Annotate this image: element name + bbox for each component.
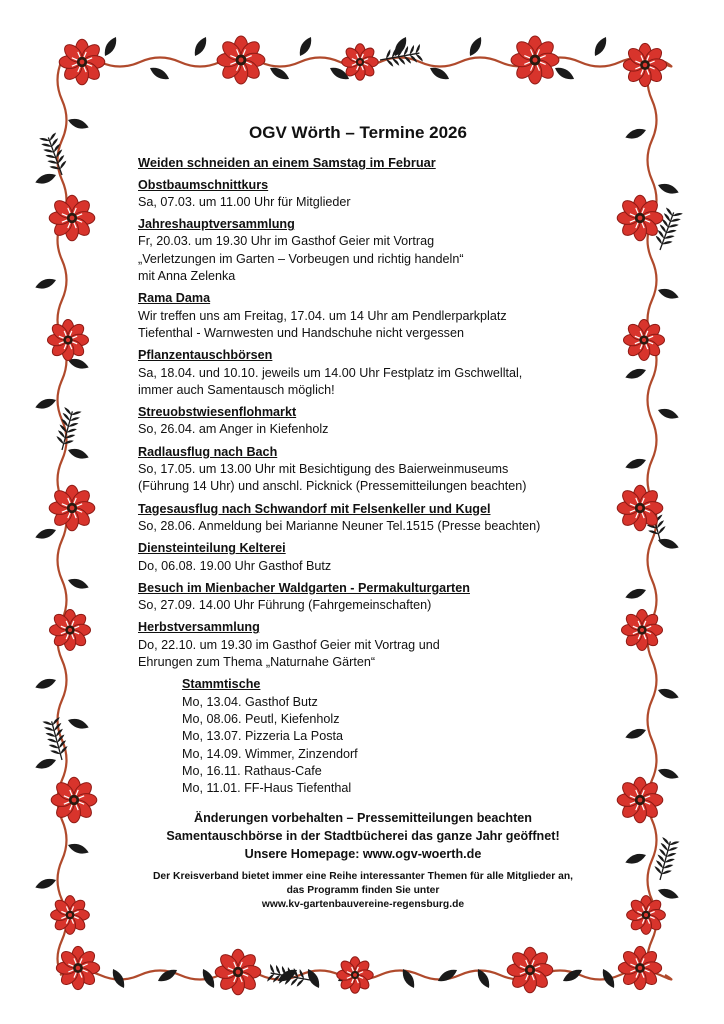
flower-icon [627, 896, 666, 935]
event-detail: Sa, 07.03. um 11.00 Uhr für Mitglieder [138, 194, 351, 209]
event-item [138, 501, 588, 536]
leaf-icon [67, 576, 91, 591]
leaf-icon [67, 116, 91, 131]
leaf-icon [296, 35, 314, 58]
notice-block [138, 809, 588, 863]
flower-icon [511, 36, 559, 84]
event-title: Jahreshauptversammlung [138, 217, 295, 232]
event-item [138, 216, 588, 285]
event-detail: So, 27.09. 14.00 Uhr Führung (Fahrgemeinschaften) [138, 598, 432, 613]
stammtische-section [182, 676, 588, 797]
leaf-icon [34, 876, 58, 891]
flower-icon [617, 195, 663, 241]
leaf-icon [657, 406, 681, 421]
leaf-icon [553, 64, 576, 82]
footer-block [138, 870, 588, 912]
stammtisch-item: Mo, 16.11. Rathaus-Cafe [182, 763, 322, 778]
fern-icon [267, 964, 311, 989]
flower-icon [59, 39, 105, 85]
stammtisch-item: Mo, 13.07. Pizzeria La Posta [182, 729, 344, 744]
flower-icon [49, 195, 95, 241]
leaf-icon [591, 35, 609, 58]
event-detail: immer auch Samentausch möglich! [138, 382, 335, 397]
event-detail: Do, 06.08. 19.00 Uhr Gasthof Butz [138, 558, 332, 573]
event-title: Besuch im Mienbacher Waldgarten - Permakulturgarten [138, 580, 470, 595]
leaf-icon [657, 286, 681, 301]
event-item [138, 177, 588, 212]
stammtisch-item: Mo, 08.06. Peutl, Kiefenholz [182, 711, 340, 726]
flower-icon [51, 896, 90, 935]
notice-line: Änderungen vorbehalten – Pressemitteilungen beachten [193, 811, 532, 826]
leaf-icon [34, 276, 58, 291]
stammtisch-item: Mo, 13.04. Gasthof Butz [182, 694, 318, 709]
flower-icon [621, 609, 662, 650]
event-item [138, 290, 588, 342]
leaf-icon [624, 456, 648, 471]
leaf-icon [624, 726, 648, 741]
flower-icon [617, 777, 663, 823]
flower-icon [217, 36, 265, 84]
flower-icon [617, 485, 663, 531]
event-title: Rama Dama [138, 291, 211, 306]
flower-icon [507, 947, 553, 993]
event-detail: Do, 22.10. um 19.30 im Gasthof Geier mit Vortrag und [138, 637, 440, 652]
event-title: Obstbaumschnittkurs [138, 177, 269, 192]
leaf-icon [624, 126, 648, 141]
event-detail: So, 26.04. am Anger in Kiefenholz [138, 422, 329, 437]
event-item [138, 404, 588, 439]
leaf-icon [624, 586, 648, 601]
event-detail: So, 28.06. Anmeldung bei Marianne Neuner Tel.1515 (Presse beachten) [138, 518, 541, 533]
event-title: Diensteinteilung Kelterei [138, 541, 286, 556]
stammtische-list [182, 694, 588, 798]
flower-icon [56, 946, 99, 989]
event-title: Streuobstwiesenflohmarkt [138, 405, 297, 420]
leaf-icon [624, 366, 648, 381]
event-detail: mit Anna Zelenka [138, 269, 236, 284]
footer-line: Der Kreisverband bietet immer eine Reihe interessanter Themen für alle Mitglieder an, [152, 871, 574, 883]
event-detail: Tiefenthal - Warnwesten und Handschuhe nicht vergessen [138, 325, 464, 340]
flower-icon [47, 319, 88, 360]
leaf-icon [34, 676, 58, 691]
leaf-icon [657, 686, 681, 701]
event-detail: (Führung 14 Uhr) und anschl. Picknick (Pressemitteilungen beachten) [138, 479, 527, 494]
event-item [138, 619, 588, 671]
event-item [138, 154, 588, 171]
document-body [138, 124, 588, 912]
event-item [138, 540, 588, 575]
stammtisch-item: Mo, 11.01. FF-Haus Tiefenthal [182, 781, 352, 796]
event-detail: Ehrungen zum Thema „Naturnahe Gärten“ [138, 655, 376, 670]
fern-icon [39, 132, 70, 178]
fern-icon [53, 407, 81, 452]
leaf-icon [466, 35, 484, 58]
flower-icon [618, 946, 661, 989]
flower-icon [342, 44, 378, 80]
leaf-icon [657, 181, 681, 196]
leaf-icon [156, 966, 179, 984]
event-detail: Sa, 18.04. und 10.10. jeweils um 14.00 Uhr Festplatz im Gschwelltal, [138, 365, 523, 380]
leaf-icon [436, 966, 459, 984]
leaf-icon [657, 886, 681, 901]
footer-link: www.kv-gartenbauvereine-regensburg.de [261, 899, 465, 911]
flower-icon [49, 485, 95, 531]
stammtische-title: Stammtische [182, 677, 261, 692]
leaf-icon [624, 851, 648, 866]
leaf-icon [67, 841, 91, 856]
event-list [138, 154, 588, 671]
leaf-icon [191, 35, 209, 58]
event-detail: Fr, 20.03. um 19.30 Uhr im Gasthof Geier mit Vortrag [138, 234, 435, 249]
notice-line: Samentauschbörse in der Stadtbücherei das ganze Jahr geöffnet! [166, 829, 560, 844]
event-detail: So, 17.05. um 13.00 Uhr mit Besichtigung des Baierweinmuseums [138, 462, 509, 477]
leaf-icon [34, 396, 58, 411]
flower-icon [215, 949, 261, 995]
leaf-icon [67, 446, 91, 461]
leaf-icon [34, 756, 58, 771]
event-detail: Wir treffen uns am Freitag, 17.04. um 14 Uhr am Pendlerparkplatz [138, 308, 507, 323]
event-title: Tagesausflug nach Schwandorf mit Felsenkeller und Kugel [138, 501, 491, 516]
event-title: Herbstversammlung [138, 620, 260, 635]
event-title: Weiden schneiden an einem Samstag im Februar [138, 155, 436, 171]
event-item [138, 444, 588, 496]
leaf-icon [657, 766, 681, 781]
leaf-icon [34, 526, 58, 541]
leaf-icon [34, 171, 58, 186]
footer-line: das Programm finden Sie unter [286, 885, 440, 897]
flower-icon [623, 319, 664, 360]
stammtisch-item: Mo, 14.09. Wimmer, Zinzendorf [182, 746, 358, 761]
leaf-icon [67, 716, 91, 731]
event-item [138, 347, 588, 399]
leaf-icon [148, 64, 171, 82]
event-detail: „Verletzungen im Garten – Vorbeugen und richtig handeln“ [138, 251, 464, 266]
flower-icon [49, 609, 90, 650]
flower-icon [337, 957, 373, 993]
event-title: Pflanzentauschbörsen [138, 348, 273, 363]
flower-icon [623, 43, 666, 86]
homepage-line: Unsere Homepage: www.ogv-woerth.de [244, 847, 482, 862]
leaf-icon [101, 35, 119, 58]
page-title: OGV Wörth – Termine 2026 [249, 123, 467, 142]
event-title: Radlausflug nach Bach [138, 444, 278, 459]
event-item [138, 580, 588, 615]
flower-icon [51, 777, 97, 823]
